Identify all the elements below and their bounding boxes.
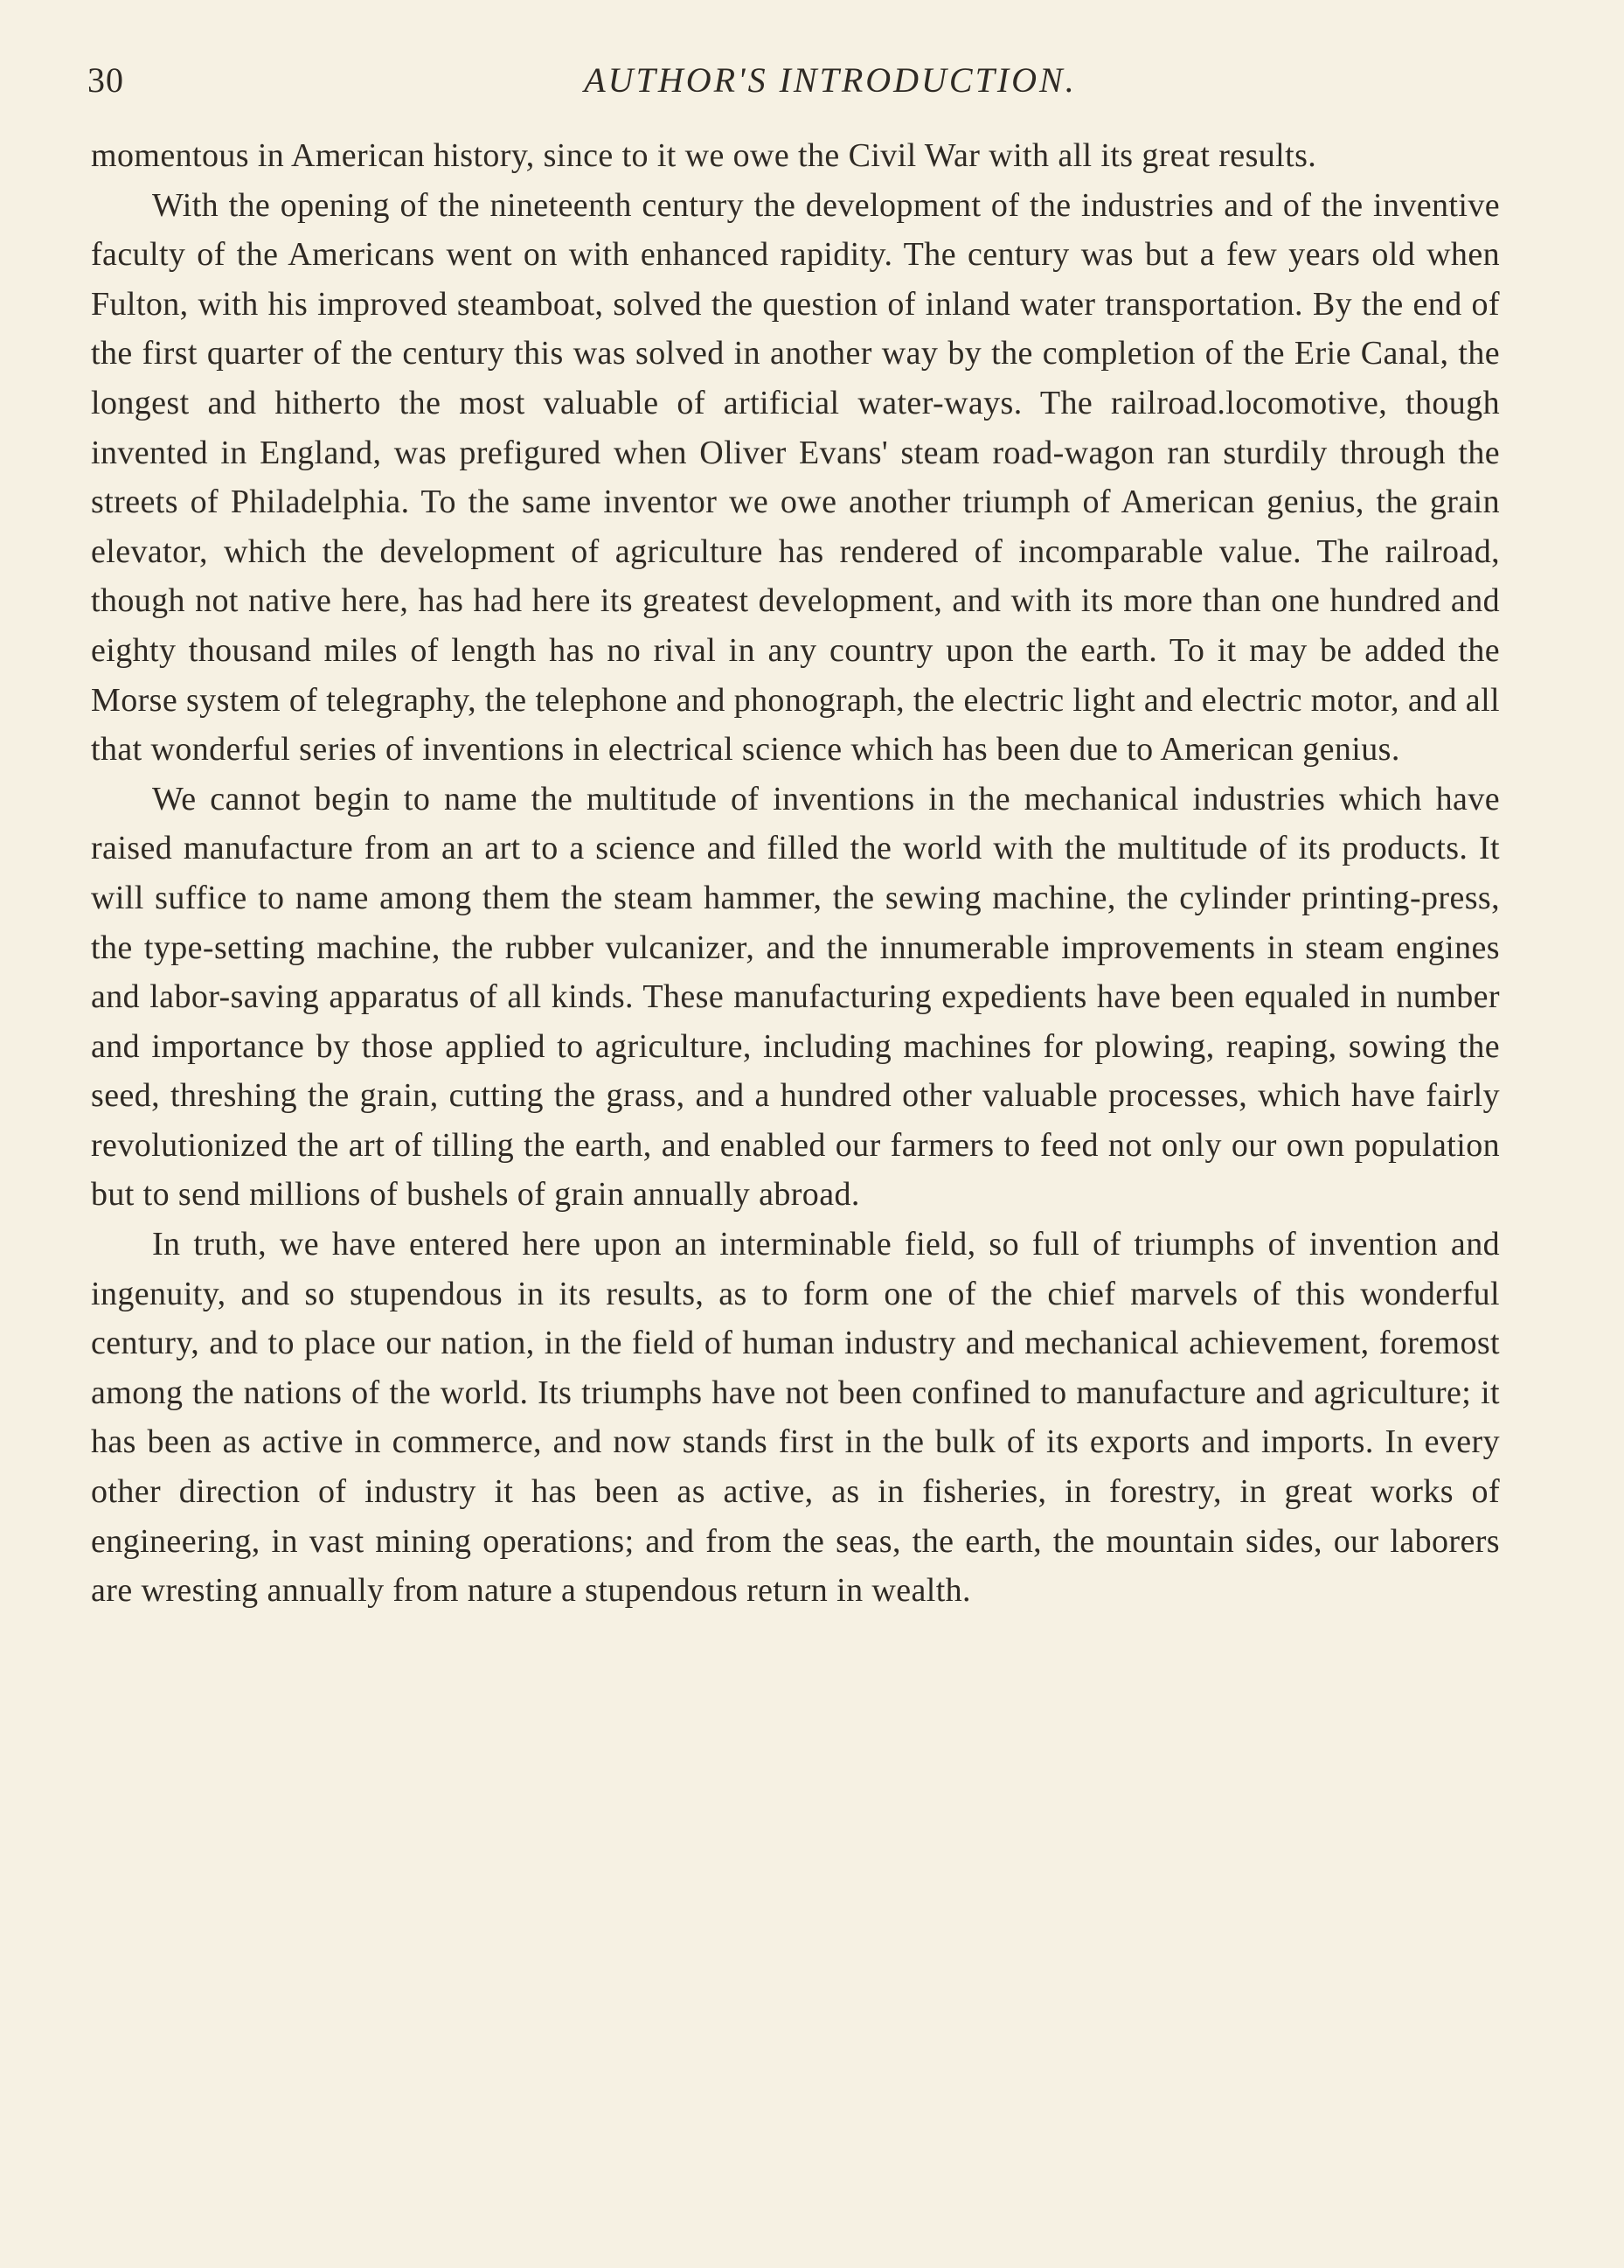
paragraph-nineteenth-century: With the opening of the nineteenth century the development of the industries and of the inventive faculty of the Americans went on with enhanced rapidity. The century was but a few years old when Fulton, with his improved steamboat, solved the question of inland water transportation. By the end of the first quarter of the century this was solved in another way by the completion of the Erie Canal, the longest and hitherto the most valuable of artificial water-ways. The railroad.locomotive, though invented in England, was prefigured when Oliver Evans' steam road-wagon ran sturdily through the streets of Philadelphia. To the same inventor we owe another triumph of American genius, the grain elevator, which the development of agriculture has rendered of incomparable value. The railroad, though not native here, has had here its greatest development, and with its more than one hundred and eighty thousand miles of length has no rival in any country upon the earth. To it may be added the Morse system of telegraphy, the telephone and phonograph, the electric light and electric motor, and all that wonderful series of inventions in electrical science which has been due to American genius. — [91, 186, 1500, 769]
paragraph-continued: momentous in American history, since to it we owe the Civil War with all its great results. — [91, 137, 1317, 174]
running-head — [87, 54, 1521, 107]
paragraph-mechanical-inventions: We cannot begin to name the multitude of inventions in the mechanical industries which have raised manufacture from an art to a science and filled the world with the multitude of its products. It will suffice to name among them the steam hammer, the sewing machine, the cylinder printing-press, the type-setting machine, the rubber vulcanizer, and the innumerable improvements in steam engines and labor-saving apparatus of all kinds. These manufacturing expedients have been equaled in number and importance by those applied to agriculture, including machines for plowing, reaping, sowing the seed, threshing the grain, cutting the grass, and a hundred other valuable processes, which have fairly revolutionized the art of tilling the earth, and enabled our farmers to feed not only our own population but to send millions of bushels of grain annually abroad. — [91, 780, 1500, 1214]
paragraph-interminable-field: In truth, we have entered here upon an interminable field, so full of triumphs of invention and ingenuity, and so stupendous in its results, as to form one of the chief marvels of this wonderful century, and to place our nation, in the field of human industry and mechanical achievement, foremost among the nations of the world. Its triumphs have not been confined to manufacture and agriculture; it has been as active in commerce, and now stands first in the bulk of its exports and imports. In every other direction of industry it has been as active, as in fisheries, in forestry, in great works of engineering, in vast mining operations; and from the seas, the earth, the mountain sides, our laborers are wresting annually from nature a stupendous return in wealth. — [91, 1226, 1500, 1610]
running-title: AUTHOR'S INTRODUCTION. — [584, 60, 1077, 100]
page-number: 30 — [87, 60, 124, 100]
body-text — [91, 131, 1500, 1616]
